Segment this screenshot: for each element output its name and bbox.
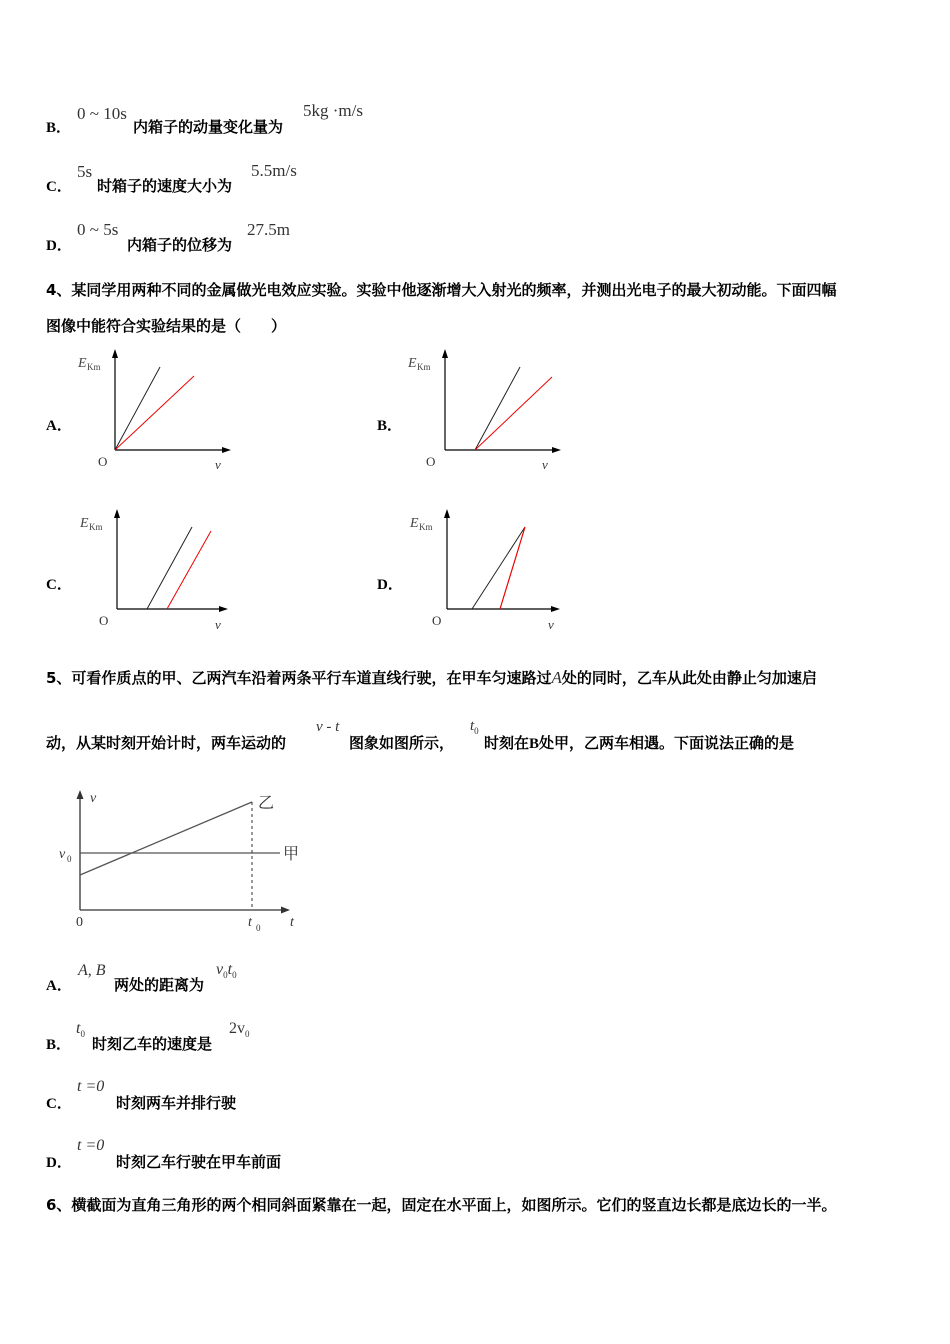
black-line <box>147 527 192 609</box>
q4-graph-b <box>400 345 570 475</box>
q5-option-b-label: B． <box>46 1037 72 1053</box>
q5-option-a-text: 两处的距离为 <box>114 976 205 994</box>
y-axis-arrow <box>444 509 450 518</box>
red-line <box>167 531 211 609</box>
red-line <box>115 376 194 450</box>
q5-option-c-text: 时刻两车并排行驶 <box>116 1094 237 1112</box>
red-line <box>500 527 525 609</box>
y-axis-sub: Km <box>419 522 433 532</box>
black-line <box>475 367 520 450</box>
q6-stem: 6、横截面为直角三角形的两个相同斜面紧靠在一起，固定在水平面上，如图所示。它们的竖直边长都是底边长的一半。 <box>46 1196 837 1214</box>
v-axis-arrow <box>77 790 84 799</box>
q5-line2b: 图象如图所示， <box>349 734 455 752</box>
q4-stem-line1: 4、某同学用两种不同的金属做光电效应实验。实验中他逐渐增大入射光的频率，并测出光电子的最大初动能。下面四幅 <box>46 281 837 299</box>
car-yi-line <box>80 802 252 875</box>
q5-option-d-text: 时刻乙车行驶在甲车前面 <box>116 1153 282 1171</box>
q3-option-c-label: C． <box>46 179 72 195</box>
q5-vt-graph <box>50 785 310 940</box>
q3-option-c-text: 时箱子的速度大小为 <box>97 177 233 195</box>
q3-option-b-label: B． <box>46 120 72 136</box>
y-axis-arrow <box>114 509 120 518</box>
q5-line2c: 时刻在B处甲，乙两车相遇。下面说法正确的是 <box>484 734 795 752</box>
q4-graph-c <box>72 505 242 635</box>
q5-stem-line1 <box>46 659 817 697</box>
q3-option-b-pre-math: 0 ~ 10s <box>77 104 127 123</box>
y-axis-arrow <box>442 349 448 358</box>
q5-option-a-pre-math: A, B <box>78 962 106 979</box>
q4-graph-d <box>402 505 572 635</box>
v0-sub: 0 <box>67 854 72 864</box>
t-axis-label: t <box>290 915 294 930</box>
car-yi-label: 乙 <box>258 795 275 812</box>
t0-label: t <box>248 915 252 930</box>
q3-option-d-pre-math: 0 ~ 5s <box>77 220 119 239</box>
y-axis-label: E <box>78 356 87 371</box>
q5-line2a: 动，从某时刻开始计时，两车运动的 <box>46 734 287 752</box>
x-axis-label: ν <box>215 457 221 472</box>
q5-option-c-label: C． <box>46 1096 72 1112</box>
origin-label: 0 <box>76 915 83 930</box>
q4-graph-a-label: A． <box>46 418 72 434</box>
q5-option-a-label: A． <box>46 978 72 994</box>
q5-t0-math: $t_0$ <box>470 718 479 736</box>
q3-option-b-text: 内箱子的动量变化量为 <box>133 118 284 136</box>
q5-option-b-text: 时刻乙车的速度是 <box>92 1035 213 1053</box>
x-axis-label: ν <box>215 617 221 632</box>
q5-line1a: 5、可看作质点的甲、乙两汽车沿着两条平行车道直线行驶，在甲车匀速路过 <box>46 669 552 687</box>
q3-option-d-label: D． <box>46 238 72 254</box>
q5-line1b: 处的同时，乙车从此处由静止匀加速启 <box>561 669 817 687</box>
q3-option-c-pre-math: 5s <box>77 162 93 181</box>
x-axis-arrow <box>551 606 560 612</box>
q5-option-c-pre-math: t =0 <box>77 1078 105 1095</box>
y-axis-label: E <box>80 516 89 531</box>
y-axis-sub: Km <box>417 362 431 372</box>
q4-stem-line2: 图像中能符合实验结果的是（ ） <box>46 317 287 335</box>
y-axis-sub: Km <box>89 522 103 532</box>
q5-option-b-pre-math: $t_0$ <box>76 1020 85 1040</box>
q5-option-b-post-math: $2v_0$ <box>229 1020 250 1040</box>
q5-option-a-post-math: $v_0t_0$ <box>216 961 237 981</box>
t-axis-arrow <box>281 907 290 914</box>
q3-option-c-post-math: 5.5m/s <box>251 161 297 180</box>
origin-label: O <box>426 454 436 469</box>
q4-graph-b-label: B． <box>377 418 403 434</box>
q5-point-a-math: A <box>551 668 562 687</box>
q5-vt-math: v - t <box>316 719 340 735</box>
x-axis-arrow <box>219 606 228 612</box>
origin-label: O <box>99 613 109 628</box>
q3-option-d-text: 内箱子的位移为 <box>127 236 233 254</box>
x-axis-arrow <box>222 447 231 453</box>
origin-label: O <box>432 613 442 628</box>
q4-graph-d-label: D． <box>377 577 403 593</box>
red-line <box>475 377 552 450</box>
y-axis-arrow <box>112 349 118 358</box>
car-jia-label: 甲 <box>283 846 300 863</box>
q4-graph-c-label: C． <box>46 577 72 593</box>
v0-label: v <box>59 847 66 862</box>
y-axis-sub: Km <box>87 362 101 372</box>
q5-option-d-pre-math: t =0 <box>77 1137 105 1154</box>
black-line <box>472 527 525 609</box>
black-line <box>115 367 160 450</box>
q3-option-b-post-math: 5kg ·m/s <box>303 101 363 120</box>
q3-option-d-post-math: 27.5m <box>247 220 290 239</box>
x-axis-label: ν <box>548 617 554 632</box>
x-axis-arrow <box>552 447 561 453</box>
q4-graph-a <box>70 345 240 475</box>
y-axis-label: E <box>408 356 417 371</box>
origin-label: O <box>98 454 108 469</box>
q5-option-d-label: D． <box>46 1155 72 1171</box>
x-axis-label: ν <box>542 457 548 472</box>
y-axis-label: E <box>410 516 419 531</box>
t0-sub: 0 <box>256 923 261 933</box>
v-axis-label: v <box>90 791 97 806</box>
